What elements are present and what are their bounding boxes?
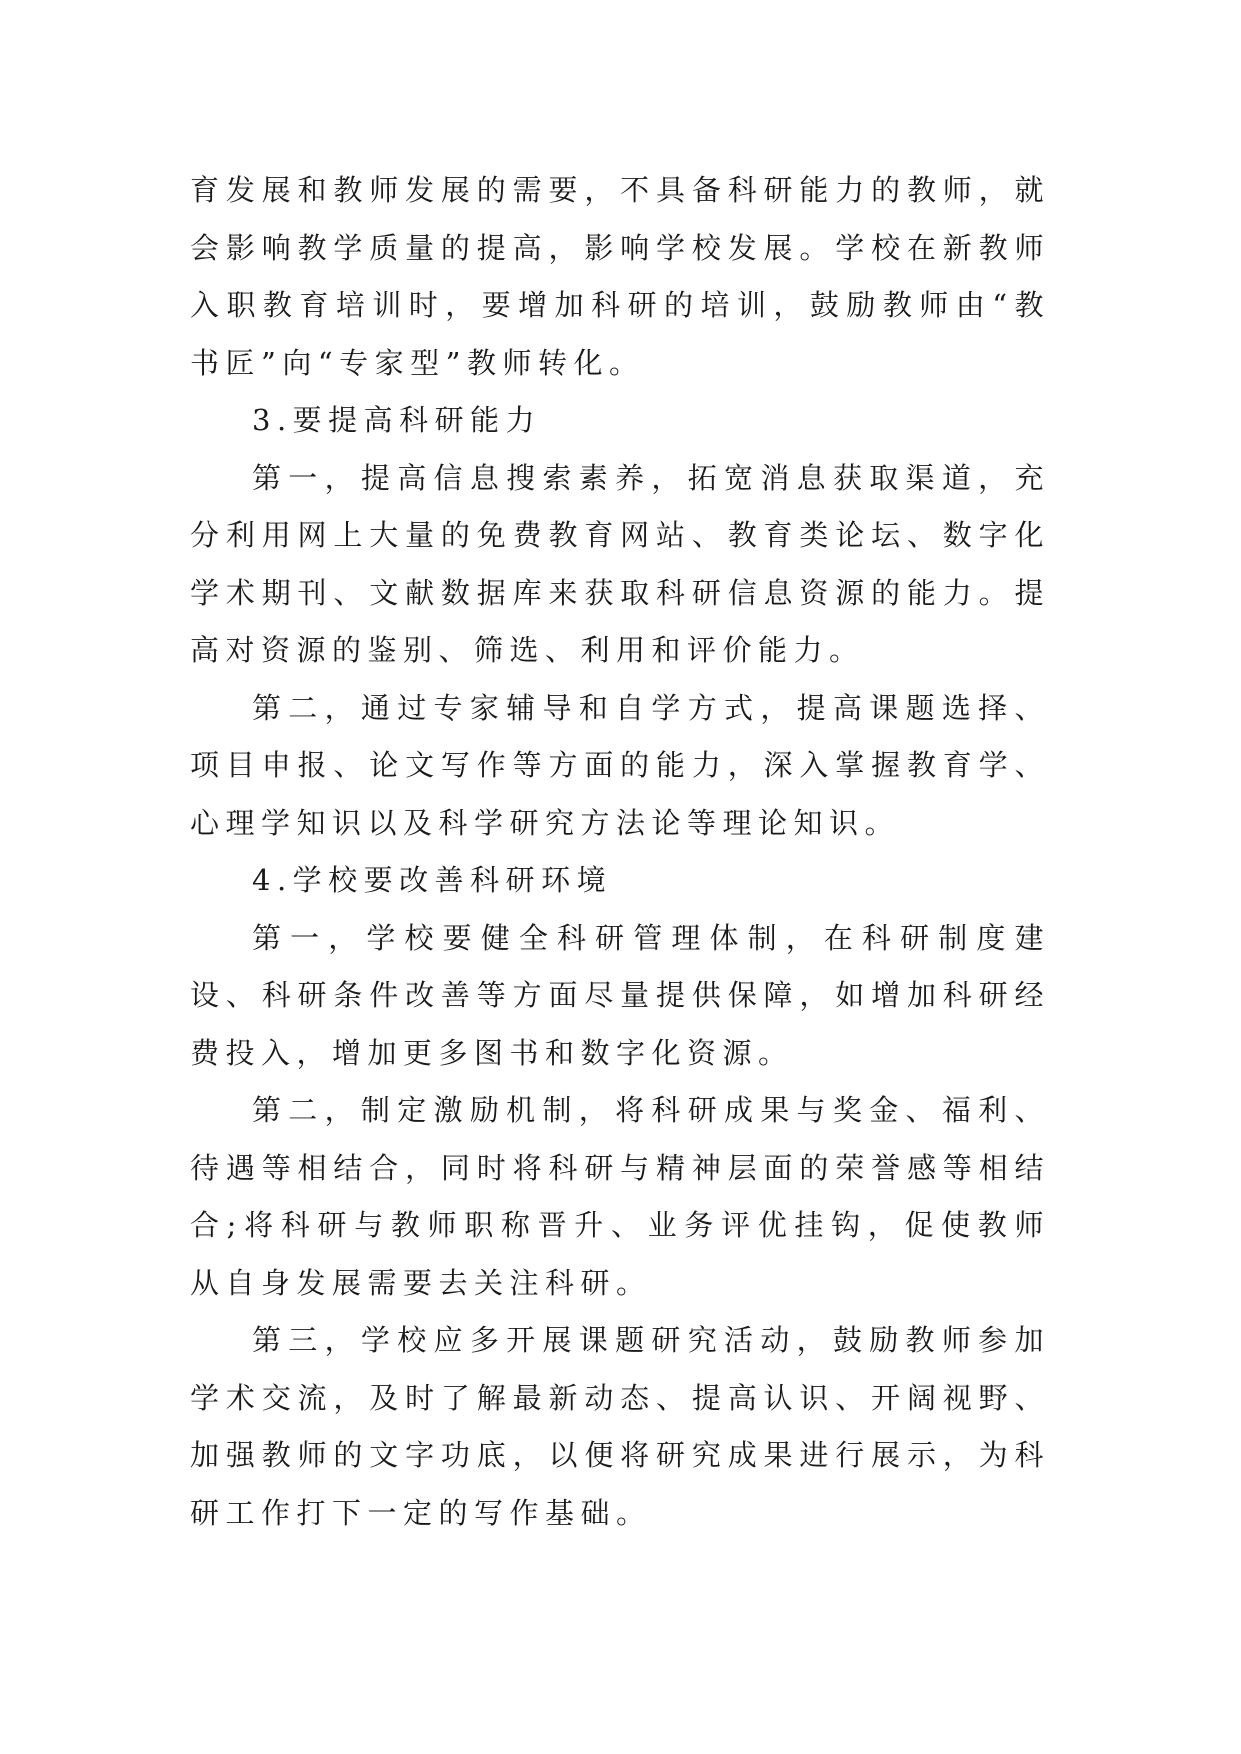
paragraph: 第一，学校要健全科研管理体制，在科研制度建设、科研条件改善等方面尽量提供保障，如增加科研经费投入，增加更多图书和数字化资源。 [190, 920, 1050, 1070]
section-heading-3: 3.要提高科研能力 [252, 403, 542, 437]
paragraph-continuation: 育发展和教师发展的需要，不具备科研能力的教师，就会影响教学质量的提高，影响学校发展。学校在新教师入职教育培训时，要增加科研的培训，鼓励教师由“教书匠”向“专家型”教师转化。 [190, 173, 1050, 380]
paragraph: 第二，制定激励机制，将科研成果与奖金、福利、待遇等相结合，同时将科研与精神层面的荣誉感等相结合;将科研与教师职称晋升、业务评优挂钩，促使教师从自身发展需要去关注科研。 [190, 1093, 1050, 1300]
document-body [190, 162, 1050, 1542]
paragraph: 第一，提高信息搜索素养，拓宽消息获取渠道，充分利用网上大量的免费教育网站、教育类论坛、数字化学术期刊、文献数据库来获取科研信息资源的能力。提高对资源的鉴别、筛选、利用和评价能力。 [190, 460, 1050, 667]
section-heading-4: 4.学校要改善科研环境 [252, 863, 613, 897]
paragraph: 第三，学校应多开展课题研究活动，鼓励教师参加学术交流，及时了解最新动态、提高认识、开阔视野、加强教师的文字功底，以便将研究成果进行展示，为科研工作打下一定的写作基础。 [190, 1323, 1050, 1530]
paragraph: 第二，通过专家辅导和自学方式，提高课题选择、项目申报、论文写作等方面的能力，深入掌握教育学、心理学知识以及科学研究方法论等理论知识。 [190, 690, 1050, 840]
